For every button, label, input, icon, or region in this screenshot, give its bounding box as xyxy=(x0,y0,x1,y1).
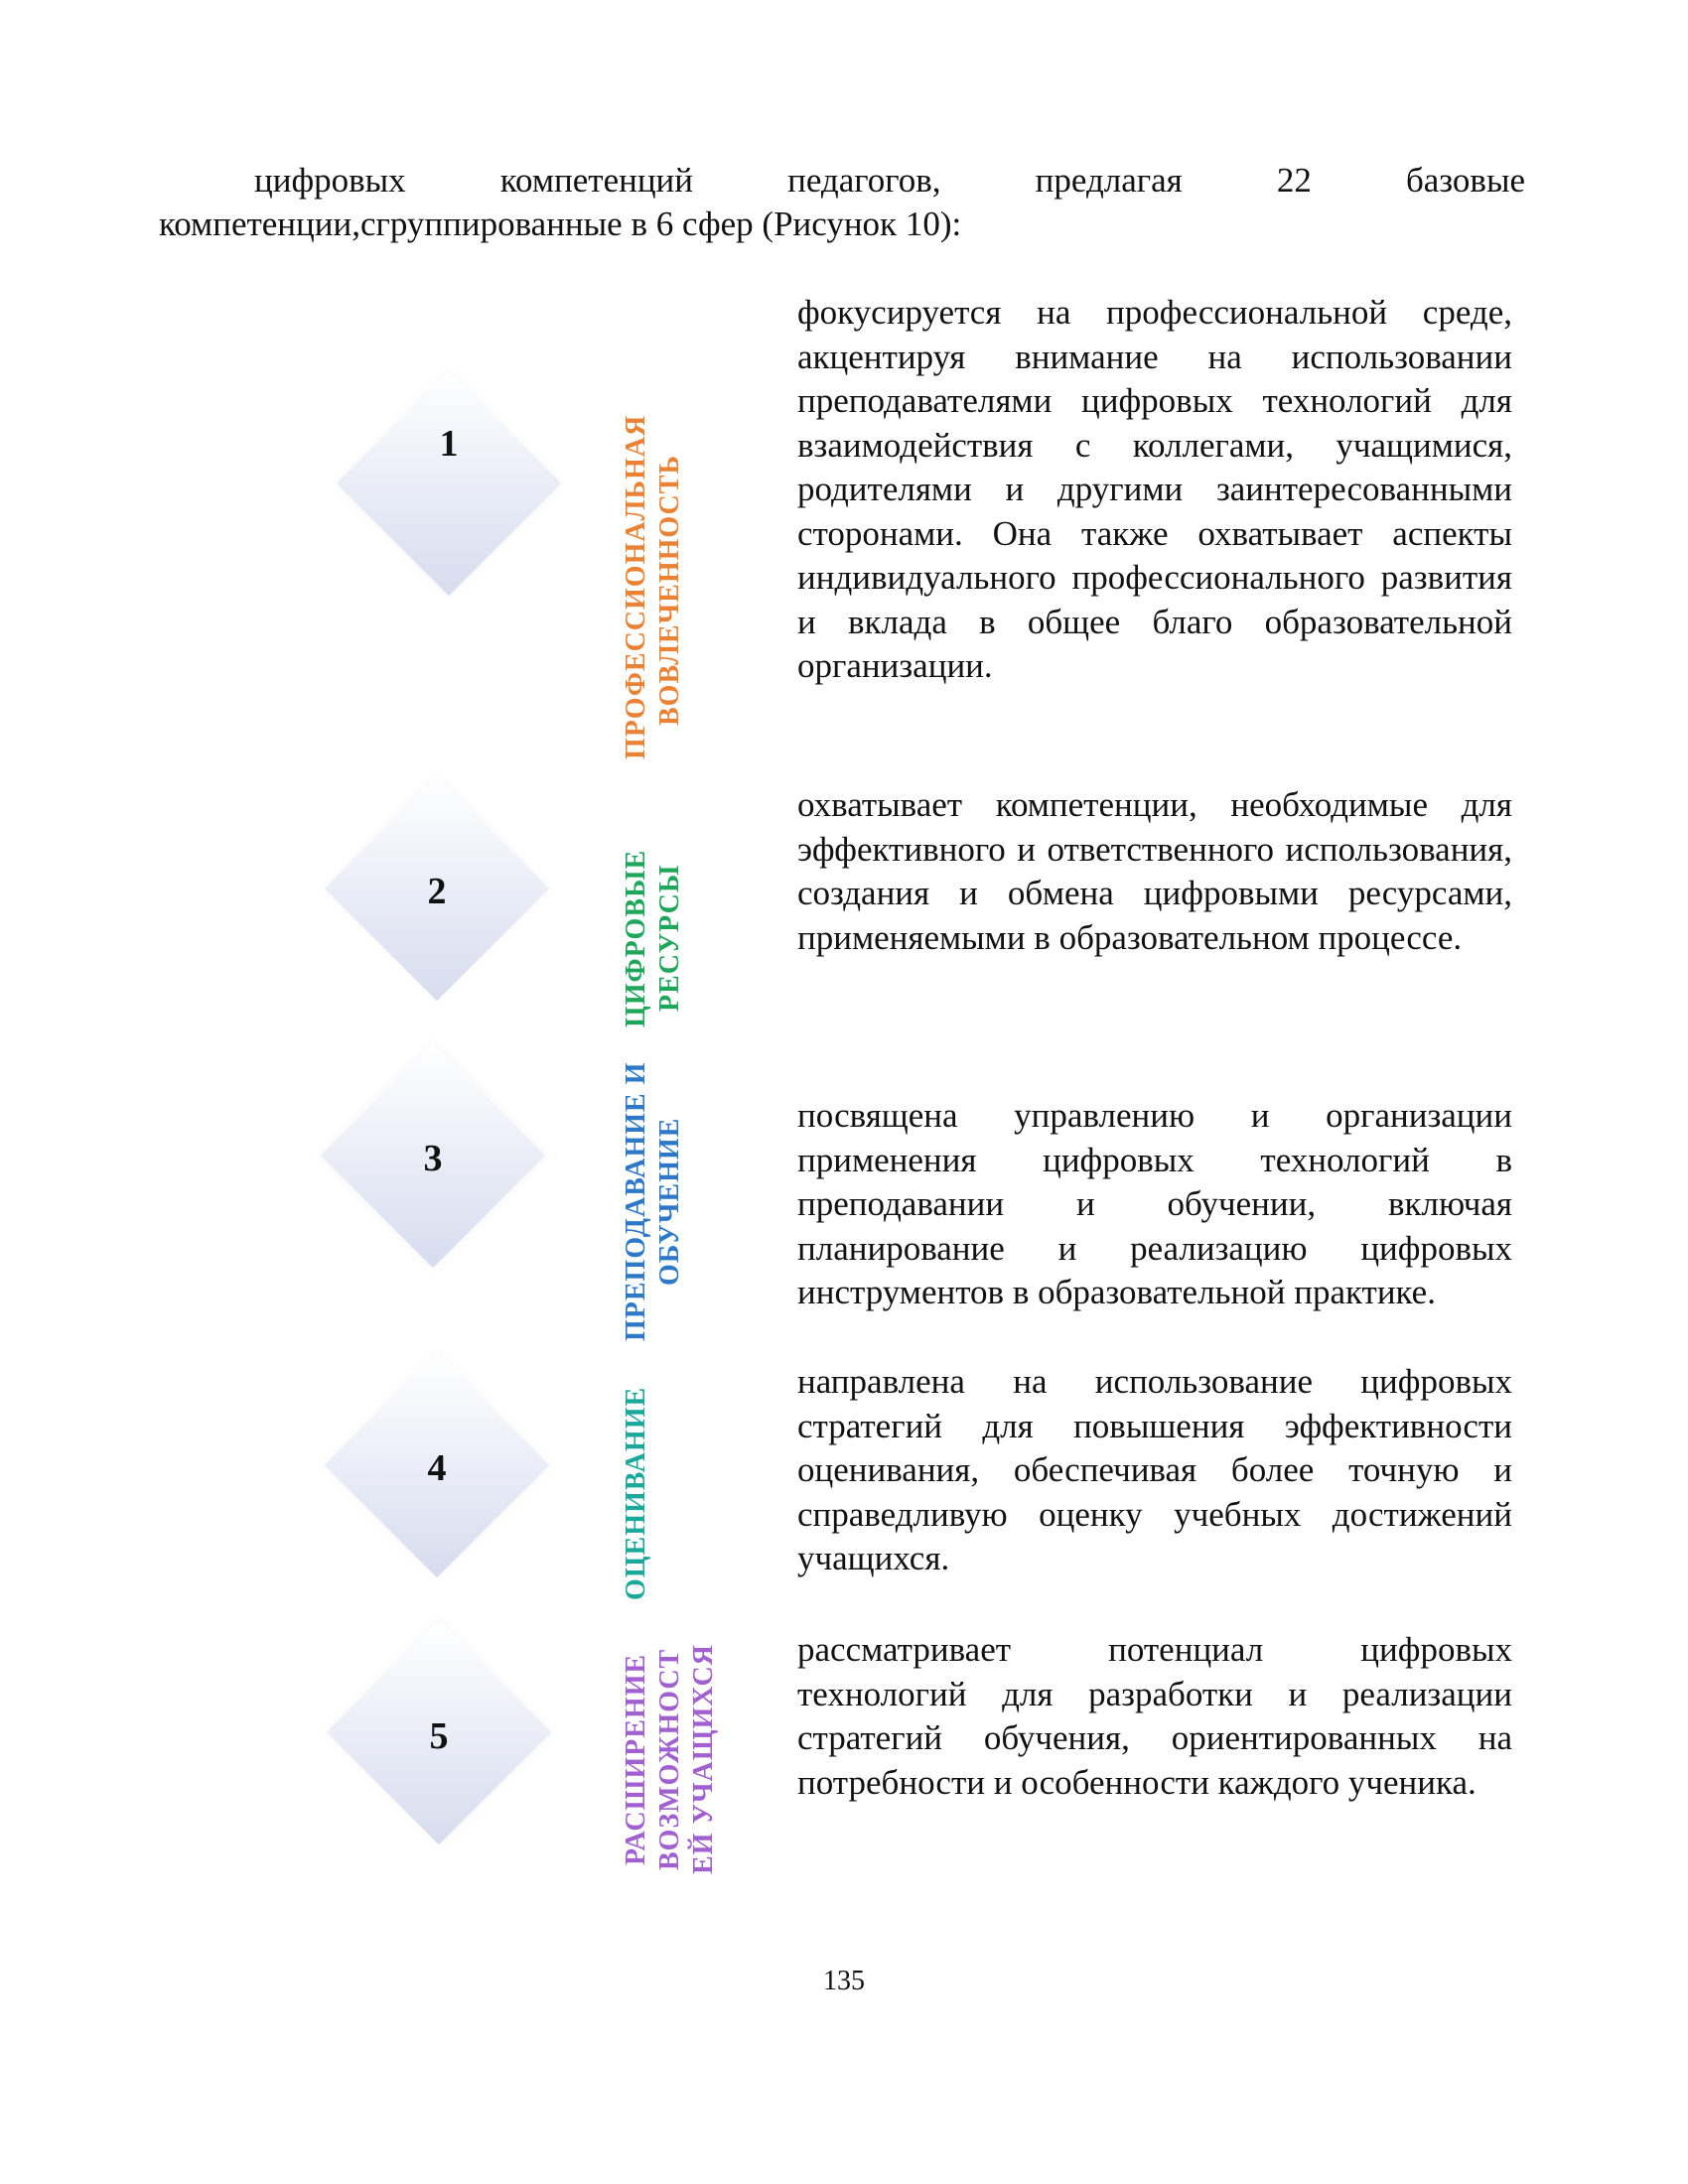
sphere-description-5: рассматривает потенциал цифровых технологий для разработки и реализации стратегий обучения, ориентированных на потребности и особенности каждого ученика. xyxy=(797,1630,1512,1802)
page-number: 135 xyxy=(823,1966,865,1996)
intro-line-1: цифровых компетенций педагогов, предлагая 22 базовые xyxy=(254,161,1525,200)
item-number-4: 4 xyxy=(427,1447,447,1489)
item-number-1: 1 xyxy=(439,423,459,465)
sphere-description-2: охватывает компетенции, необходимые для эффективного и ответственного использования, создания и обмена цифровыми ресурсами, применяемыми в образовательном процессе. xyxy=(797,785,1512,957)
sphere-label-5: РАСШИРЕНИЕ ВОЗМОЖНОСТЕЙ УЧАЩИХСЯ xyxy=(621,1644,719,1874)
diamond-shape-1 xyxy=(337,371,561,596)
sphere-description-4: направлена на использование цифровых стратегий для повышения эффективности оценивания, обеспечивая более точную и справедливую оценку учебных достижений учащихся. xyxy=(797,1362,1512,1577)
sphere-label-1: ПРОФЕССИОНАЛЬНАЯ ВОВЛЕЧЕННОСТЬ xyxy=(621,414,685,759)
intro-line-2: компетенции,сгруппированные в 6 сфер (Рисунок 10): xyxy=(159,205,962,243)
item-number-3: 3 xyxy=(423,1138,443,1179)
item-number-2: 2 xyxy=(427,871,447,912)
sphere-description-1: фокусируется на профессиональной среде, акцентируя внимание на использовании преподавателями цифровых технологий для взаимодействия с коллегами, учащимися, родителями и другими заинтересованными сторонами. Она также охватывает аспекты индивидуального профессионального развития и вклада в общее благо образовательной организации. xyxy=(797,293,1512,685)
sphere-label-2: ЦИФРОВЫЕ РЕСУРСЫ xyxy=(621,849,685,1027)
sphere-description-3: посвящена управлению и организации применения цифровых технологий в преподавании и обучении, включая планирование и реализацию цифровых инструментов в образовательной практике. xyxy=(797,1096,1512,1311)
item-number-5: 5 xyxy=(429,1715,449,1757)
sphere-label-4: ОЦЕНИВАНИЕ xyxy=(621,1386,651,1600)
sphere-label-3: ПРЕПОДАВАНИЕ И ОБУЧЕНИЕ xyxy=(621,1061,685,1341)
